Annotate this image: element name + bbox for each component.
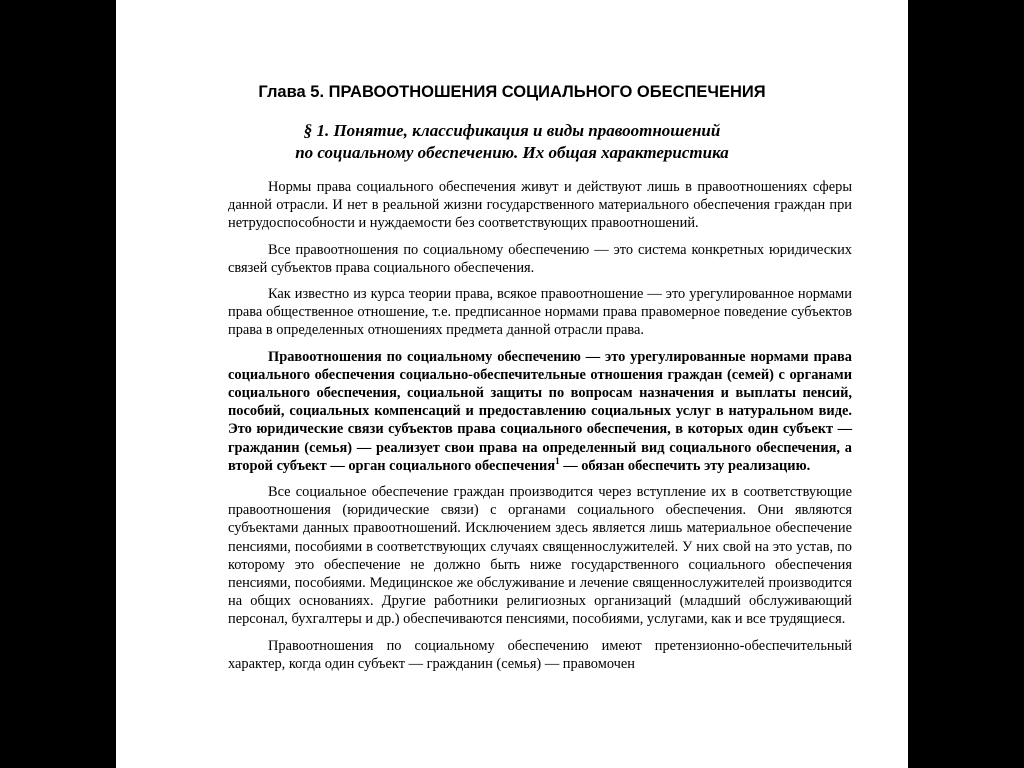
- definition-text-end: — обязан обеспечить эту реализацию.: [559, 457, 811, 474]
- paragraph-6: Правоотношения по социальному обеспечению имеют претензионно-обеспечительный характер, когда один субъект — гражданин (семья) — правомочен: [228, 637, 852, 672]
- paragraph-2: Все правоотношения по социальному обеспечению — это система конкретных юридических связей субъектов права социального обеспечения.: [228, 241, 852, 276]
- footnote-marker[interactable]: 1: [555, 456, 560, 467]
- document-page: [116, 0, 908, 768]
- paragraph-3: Как известно из курса теории права, всякое правоотношение — это урегулированное нормами права общественное отношение, т.е. предписанное нормами права правомерное поведение субъектов права в определенных отношениях предмета данной отрасли права.: [228, 286, 852, 339]
- paragraph-1: Нормы права социального обеспечения живут и действуют лишь в правоотношениях сферы данной отрасли. И нет в реальной жизни государственного материального обеспечения граждан при нетрудоспособности и нуждаемости без соответствующих правоотношений.: [228, 179, 852, 232]
- paragraph-definition: [228, 348, 852, 475]
- section-title-line-1: § 1. Понятие, классификация и виды правоотношений: [303, 121, 721, 140]
- document-body: [228, 178, 852, 681]
- section-title-line-2: по социальному обеспечению. Их общая характеристика: [295, 143, 729, 162]
- section-title: [116, 120, 908, 164]
- definition-text: Правоотношения по социальному обеспечению — это урегулированные нормами права социального обеспечения социально-обеспечительные отношения граждан (семей) с органами социального обеспечения, социальной защиты по вопросам назначения и выплаты пенсий, пособий, социальных компенсаций и предоставлению социальных услуг в натуральном виде. Это юридические связи субъектов права социального обеспечения, в которых один субъект — гражданин (семья) — реализует свои права на определенный вид социального обеспечения, а второй субъект — орган социального обеспечения: [228, 348, 852, 474]
- chapter-title: Глава 5. ПРАВООТНОШЕНИЯ СОЦИАЛЬНОГО ОБЕСПЕЧЕНИЯ: [258, 83, 766, 101]
- paragraph-5: Все социальное обеспечение граждан производится через вступление их в соответствующие правоотношения (юридические связи) с органами социального обеспечения. Они являются субъектами данных правоотношений. Исключением здесь является лишь материальное обеспечение пенсиями, пособиями в соответствующих случаях священнослужителей. У них свой на это устав, по которому это обеспечение не должно быть ниже государственного социального обеспечения пенсиями, пособиями. Медицинское же обслуживание и лечение священнослужителей производится на общих основаниях. Другие работники религиозных организаций (младший обслуживающий персонал, бухгалтеры и др.) обеспечиваются пенсиями, пособиями, услугами, как и все трудящиеся.: [228, 484, 852, 628]
